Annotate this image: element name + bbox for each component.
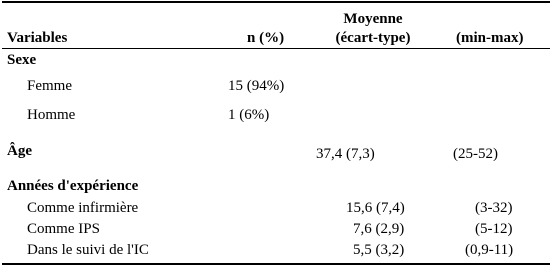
header-mean-line2: (écart-type) <box>335 30 411 46</box>
header-n-percent: n (%) <box>247 30 285 46</box>
cell-range-suivi-ic: (0,9-11) <box>465 242 514 258</box>
cell-mean-ips: 7,6 (2,9) <box>353 221 405 237</box>
row-label-femme: Femme <box>27 78 72 94</box>
bottom-rule <box>2 263 550 265</box>
cell-mean-infirmiere: 15,6 (7,4) <box>346 200 405 216</box>
section-title-age: Âge <box>7 143 32 159</box>
cell-n-femme: 15 (94%) <box>228 78 285 94</box>
row-label-infirmiere: Comme infirmière <box>27 200 139 216</box>
section-title-experience: Années d'expérience <box>7 178 139 194</box>
cell-mean-suivi-ic: 5,5 (3,2) <box>353 242 405 258</box>
cell-range-ips: (5-12) <box>475 221 513 237</box>
cell-n-homme: 1 (6%) <box>228 107 270 123</box>
cell-range-age: (25-52) <box>453 146 498 162</box>
row-label-homme: Homme <box>27 107 76 123</box>
header-range: (min-max) <box>456 30 524 46</box>
cell-mean-age: 37,4 (7,3) <box>316 146 375 162</box>
cell-range-infirmiere: (3-32) <box>475 200 513 216</box>
header-rule <box>2 48 550 49</box>
header-variables: Variables <box>7 30 68 46</box>
top-rule <box>2 1 550 3</box>
row-label-suivi-ic: Dans le suivi de l'IC <box>27 242 149 258</box>
section-title-sexe: Sexe <box>7 52 37 68</box>
row-label-ips: Comme IPS <box>27 221 100 237</box>
header-mean-line1: Moyenne <box>343 11 403 27</box>
